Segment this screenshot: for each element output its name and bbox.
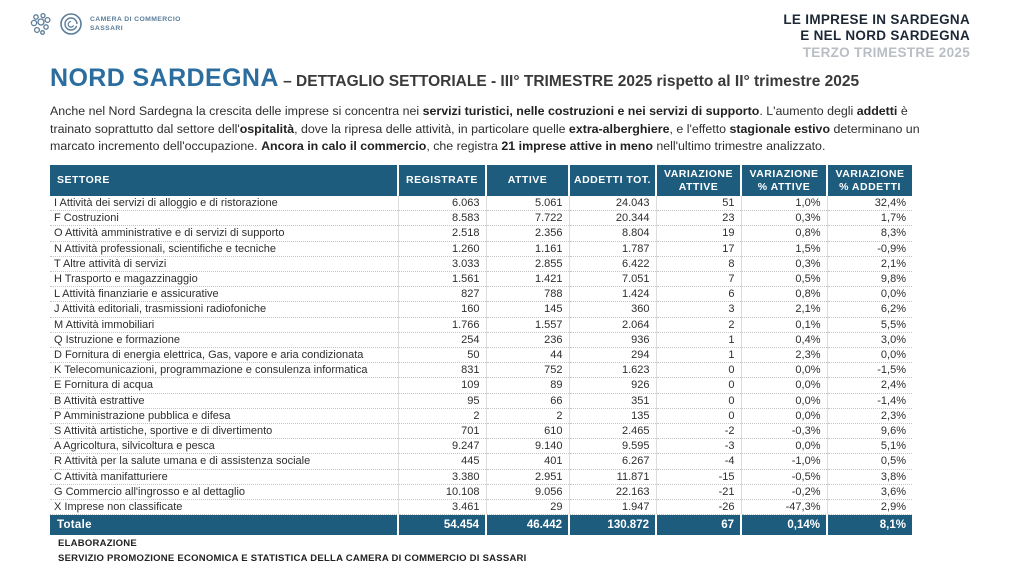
value-cell: 3.033	[398, 256, 486, 271]
sector-cell: Q Istruzione e formazione	[50, 332, 398, 347]
value-cell: 51	[656, 196, 741, 211]
value-cell: 0,0%	[827, 348, 912, 363]
value-cell: 936	[569, 332, 656, 347]
value-cell: 0,3%	[741, 211, 827, 226]
table-row	[50, 226, 912, 241]
top-bar	[30, 12, 970, 61]
value-cell: 0,0%	[741, 393, 827, 408]
value-cell: 50	[398, 348, 486, 363]
column-header: ADDETTI TOT.	[569, 165, 656, 196]
column-header: VARIAZIONE % ADDETTI	[827, 165, 912, 196]
sector-cell: J Attività editoriali, trasmissioni radiofoniche	[50, 302, 398, 317]
value-cell: 0,1%	[741, 317, 827, 332]
table-row	[50, 211, 912, 226]
value-cell: 9,8%	[827, 272, 912, 287]
value-cell: -26	[656, 500, 741, 515]
sector-cell: D Fornitura di energia elettrica, Gas, vapore e aria condizionata	[50, 348, 398, 363]
value-cell: 1.947	[569, 500, 656, 515]
sector-cell: E Fornitura di acqua	[50, 378, 398, 393]
value-cell: 1.424	[569, 287, 656, 302]
intro-segment: nell'ultimo trimestre analizzato.	[652, 139, 826, 154]
value-cell: -0,5%	[741, 469, 827, 484]
intro-segment: Anche nel Nord Sardegna la crescita delle imprese si concentra nei	[50, 104, 423, 118]
value-cell: 788	[486, 287, 569, 302]
intro-segment: 21 imprese attive in meno	[501, 139, 653, 154]
logo-org-name: CAMERA DI COMMERCIO	[90, 16, 181, 23]
sector-cell: N Attività professionali, scientifiche e tecniche	[50, 241, 398, 256]
value-cell: 2.064	[569, 317, 656, 332]
total-value-cell: 54.454	[398, 515, 486, 535]
value-cell: 2,1%	[741, 302, 827, 317]
value-cell: 32,4%	[827, 196, 912, 211]
value-cell: 3.380	[398, 469, 486, 484]
value-cell: 44	[486, 348, 569, 363]
value-cell: 2,3%	[827, 408, 912, 423]
table-total-row	[50, 515, 912, 535]
value-cell: 3,6%	[827, 484, 912, 499]
value-cell: 66	[486, 393, 569, 408]
value-cell: 6.422	[569, 256, 656, 271]
page-title	[50, 64, 930, 93]
masthead-line2: E NEL NORD SARDEGNA	[800, 28, 970, 44]
table-row	[50, 256, 912, 271]
total-value-cell: 67	[656, 515, 741, 535]
intro-segment: stagionale estivo	[729, 121, 831, 136]
sector-cell: K Telecomunicazioni, programmazione e consulenza informatica	[50, 363, 398, 378]
intro-segment: . L'aumento degli	[759, 104, 857, 118]
logo-org-city: SASSARI	[90, 24, 124, 32]
value-cell: 2,3%	[741, 348, 827, 363]
table-body	[50, 196, 912, 515]
value-cell: 2,9%	[827, 500, 912, 515]
value-cell: 254	[398, 332, 486, 347]
value-cell: 5,5%	[827, 317, 912, 332]
column-header: VARIAZIONE % ATTIVE	[741, 165, 827, 196]
value-cell: 7	[656, 272, 741, 287]
value-cell: -0,9%	[827, 241, 912, 256]
intro-segment: , e l'effetto	[669, 121, 730, 136]
table-row	[50, 332, 912, 347]
page-title-region: NORD SARDEGNA	[50, 64, 279, 92]
table-row	[50, 424, 912, 439]
value-cell: 2	[656, 317, 741, 332]
table-row	[50, 439, 912, 454]
value-cell: 0,0%	[741, 363, 827, 378]
total-value-cell: 8,1%	[827, 515, 912, 535]
value-cell: 20.344	[569, 211, 656, 226]
table-row	[50, 469, 912, 484]
footer-label: ELABORAZIONE	[58, 538, 137, 549]
value-cell: -0,2%	[741, 484, 827, 499]
value-cell: 8.804	[569, 226, 656, 241]
value-cell: 0,0%	[827, 287, 912, 302]
page-title-rest: – DETTAGLIO SETTORIALE - III° TRIMESTRE 2025 rispetto al II° trimestre 2025	[278, 73, 860, 90]
value-cell: 29	[486, 500, 569, 515]
value-cell: 8,3%	[827, 226, 912, 241]
value-cell: 0	[656, 393, 741, 408]
value-cell: 1	[656, 332, 741, 347]
value-cell: 135	[569, 408, 656, 423]
value-cell: -1,0%	[741, 454, 827, 469]
table-header-row	[50, 165, 912, 196]
value-cell: 19	[656, 226, 741, 241]
sector-cell: B Attività estrattive	[50, 393, 398, 408]
value-cell: 145	[486, 302, 569, 317]
value-cell: 351	[569, 393, 656, 408]
value-cell: -1,5%	[827, 363, 912, 378]
value-cell: 95	[398, 393, 486, 408]
value-cell: 6.063	[398, 196, 486, 211]
value-cell: 9.140	[486, 439, 569, 454]
value-cell: 0,4%	[741, 332, 827, 347]
value-cell: 0	[656, 363, 741, 378]
total-value-cell: 0,14%	[741, 515, 827, 535]
chamber-logo	[30, 12, 181, 36]
value-cell: 9,6%	[827, 424, 912, 439]
sector-cell: X Imprese non classificate	[50, 500, 398, 515]
value-cell: 1.561	[398, 272, 486, 287]
value-cell: 1	[656, 348, 741, 363]
sector-cell: L Attività finanziarie e assicurative	[50, 287, 398, 302]
value-cell: 0,8%	[741, 287, 827, 302]
value-cell: 827	[398, 287, 486, 302]
value-cell: 1.557	[486, 317, 569, 332]
column-header: SETTORE	[50, 165, 398, 196]
table-row	[50, 500, 912, 515]
value-cell: 0	[656, 408, 741, 423]
value-cell: 9.247	[398, 439, 486, 454]
value-cell: -15	[656, 469, 741, 484]
table-row	[50, 348, 912, 363]
value-cell: 2,1%	[827, 256, 912, 271]
value-cell: 160	[398, 302, 486, 317]
value-cell: 9.595	[569, 439, 656, 454]
column-header: ATTIVE	[486, 165, 569, 196]
value-cell: -0,3%	[741, 424, 827, 439]
total-value-cell: 130.872	[569, 515, 656, 535]
table-row	[50, 302, 912, 317]
masthead-line1: LE IMPRESE IN SARDEGNA	[783, 12, 970, 27]
table-row	[50, 196, 912, 211]
value-cell: 7.051	[569, 272, 656, 287]
intro-paragraph	[50, 103, 924, 156]
table-row	[50, 378, 912, 393]
value-cell: 109	[398, 378, 486, 393]
value-cell: 17	[656, 241, 741, 256]
report-masthead	[783, 12, 970, 61]
table-row	[50, 363, 912, 378]
value-cell: -3	[656, 439, 741, 454]
value-cell: 2.951	[486, 469, 569, 484]
value-cell: 22.163	[569, 484, 656, 499]
value-cell: 0,0%	[741, 408, 827, 423]
value-cell: 89	[486, 378, 569, 393]
table-row	[50, 393, 912, 408]
sector-cell: S Attività artistiche, sportive e di divertimento	[50, 424, 398, 439]
value-cell: 236	[486, 332, 569, 347]
value-cell: 5.061	[486, 196, 569, 211]
sector-cell: P Amministrazione pubblica e difesa	[50, 408, 398, 423]
value-cell: 294	[569, 348, 656, 363]
value-cell: 1.623	[569, 363, 656, 378]
value-cell: 0	[656, 378, 741, 393]
table-row	[50, 408, 912, 423]
value-cell: 3,8%	[827, 469, 912, 484]
table-row	[50, 454, 912, 469]
intro-segment: determinano un marcato incremento dell'occupazione.	[50, 121, 920, 154]
value-cell: 6	[656, 287, 741, 302]
sector-cell: I Attività dei servizi di alloggio e di ristorazione	[50, 196, 398, 211]
value-cell: 1.161	[486, 241, 569, 256]
value-cell: 445	[398, 454, 486, 469]
value-cell: 0,8%	[741, 226, 827, 241]
value-cell: -21	[656, 484, 741, 499]
sector-cell: C Attività manifatturiere	[50, 469, 398, 484]
sector-table-wrapper	[50, 165, 912, 535]
value-cell: 3.461	[398, 500, 486, 515]
sector-cell: M Attività immobiliari	[50, 317, 398, 332]
value-cell: 2.465	[569, 424, 656, 439]
value-cell: 8.583	[398, 211, 486, 226]
value-cell: 610	[486, 424, 569, 439]
value-cell: 1.787	[569, 241, 656, 256]
value-cell: 831	[398, 363, 486, 378]
value-cell: 24.043	[569, 196, 656, 211]
value-cell: -1,4%	[827, 393, 912, 408]
value-cell: 1,7%	[827, 211, 912, 226]
value-cell: 1,5%	[741, 241, 827, 256]
sector-cell: F Costruzioni	[50, 211, 398, 226]
sector-cell: H Trasporto e magazzinaggio	[50, 272, 398, 287]
value-cell: 6.267	[569, 454, 656, 469]
intro-segment: addetti	[856, 104, 898, 118]
value-cell: 1.260	[398, 241, 486, 256]
value-cell: -47,3%	[741, 500, 827, 515]
dots-cluster-icon	[30, 12, 52, 36]
value-cell: 7.722	[486, 211, 569, 226]
value-cell: -2	[656, 424, 741, 439]
value-cell: 1,0%	[741, 196, 827, 211]
table-row	[50, 317, 912, 332]
logo-text	[90, 12, 181, 34]
intro-segment: ospitalità	[239, 121, 295, 136]
intro-segment: , che registra	[426, 139, 502, 154]
sector-table	[50, 165, 912, 535]
value-cell: -4	[656, 454, 741, 469]
intro-segment: è trainato soprattutto dal settore dell'	[50, 104, 908, 136]
sector-cell: R Attività per la salute umana e di assistenza sociale	[50, 454, 398, 469]
sector-cell: O Attività amministrative e di servizi di supporto	[50, 226, 398, 241]
intro-segment: Ancora in calo il commercio	[261, 139, 427, 154]
table-row	[50, 287, 912, 302]
value-cell: 5,1%	[827, 439, 912, 454]
value-cell: 360	[569, 302, 656, 317]
value-cell: 2,4%	[827, 378, 912, 393]
table-row	[50, 241, 912, 256]
value-cell: 0,0%	[741, 439, 827, 454]
value-cell: 6,2%	[827, 302, 912, 317]
footer-source: SERVIZIO PROMOZIONE ECONOMICA E STATISTICA DELLA CAMERA DI COMMERCIO DI SASSARI	[58, 552, 527, 564]
value-cell: 401	[486, 454, 569, 469]
intro-segment: extra-alberghiere	[568, 121, 670, 136]
value-cell: 3	[656, 302, 741, 317]
value-cell: 0,3%	[741, 256, 827, 271]
value-cell: 9.056	[486, 484, 569, 499]
sector-cell: G Commercio all'ingrosso e al dettaglio	[50, 484, 398, 499]
value-cell: 752	[486, 363, 569, 378]
value-cell: 10.108	[398, 484, 486, 499]
value-cell: 1.766	[398, 317, 486, 332]
intro-segment: , dove la ripresa delle attività, in particolare quelle	[294, 121, 569, 136]
value-cell: 2.356	[486, 226, 569, 241]
value-cell: 2	[398, 408, 486, 423]
total-value-cell: 46.442	[486, 515, 569, 535]
value-cell: 926	[569, 378, 656, 393]
total-label-cell: Totale	[50, 515, 398, 535]
value-cell: 11.871	[569, 469, 656, 484]
value-cell: 23	[656, 211, 741, 226]
value-cell: 8	[656, 256, 741, 271]
masthead-subtitle: TERZO TRIMESTRE 2025	[802, 44, 970, 60]
value-cell: 2	[486, 408, 569, 423]
column-header: VARIAZIONE ATTIVE	[656, 165, 741, 196]
value-cell: 1.421	[486, 272, 569, 287]
sector-cell: A Agricoltura, silvicoltura e pesca	[50, 439, 398, 454]
table-row	[50, 484, 912, 499]
value-cell: 701	[398, 424, 486, 439]
value-cell: 0,5%	[741, 272, 827, 287]
emblem-icon	[59, 12, 83, 36]
column-header: REGISTRATE	[398, 165, 486, 196]
table-row	[50, 272, 912, 287]
value-cell: 2.518	[398, 226, 486, 241]
intro-segment: servizi turistici, nelle costruzioni e nei servizi di supporto	[422, 104, 760, 118]
value-cell: 0,5%	[827, 454, 912, 469]
value-cell: 0,0%	[741, 378, 827, 393]
value-cell: 3,0%	[827, 332, 912, 347]
value-cell: 2.855	[486, 256, 569, 271]
footer-credits	[58, 537, 527, 566]
sector-cell: T Altre attività di servizi	[50, 256, 398, 271]
